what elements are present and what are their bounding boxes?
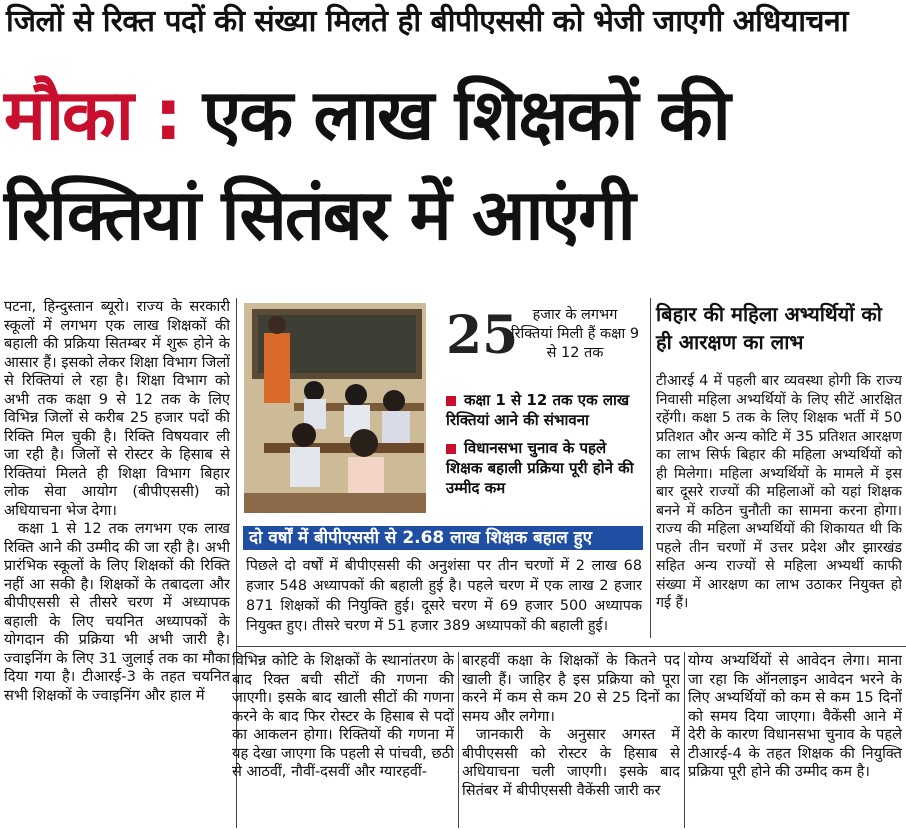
sidebar-title: बिहार की महिला अभ्यर्थियों को ही आरक्षण का लाभ: [656, 302, 882, 354]
classroom-photo-illustration: [244, 303, 426, 513]
stat-number: 25: [446, 305, 519, 366]
section-divider: [236, 646, 906, 647]
column-divider: [684, 652, 685, 828]
article-column-3: [462, 652, 680, 830]
highlight-bullet: [446, 390, 646, 430]
col3-paragraph: जानकारी के अनुसार अगस्त में बीपीएससी को रोस्टर के हिसाब से अधियाचना चली जाएगी। इसके बाद सितंबर में बीपीएससी वैकेंसी जारी कर: [462, 726, 680, 799]
stat-caption: हजार के लगभग रिक्तियां मिली हैं कक्षा 9 से 12 तक: [510, 307, 640, 361]
main-headline-line2: रिक्तियां सितंबर में आएंगी: [4, 174, 634, 256]
article-column-1: [4, 298, 230, 830]
bullet-square-icon: [446, 444, 456, 454]
sidebar-body: [656, 372, 902, 640]
bullet-text: विधानसभा चुनाव के पहले शिक्षक बहाली प्रक्रिया पूरी होने की उम्मीद कम: [446, 439, 634, 497]
classroom-photo: [244, 303, 426, 513]
column-divider: [458, 652, 459, 828]
banner-title: दो वर्षों में बीपीएससी से 2.68 लाख शिक्षक बहाल हुए: [243, 526, 643, 550]
article-column-2: [232, 652, 454, 830]
kicker-headline: जिलों से रिक्त पदों की संख्या मिलते ही बीपीएससी को भेजी जाएगी अधियाचना: [6, 4, 848, 39]
banner-body: [246, 556, 642, 642]
headline-lead: मौका :: [4, 74, 181, 156]
col3-paragraph: बारहवीं कक्षा के शिक्षकों के कितने पद खाली हैं। जाहिर है इस प्रक्रिया को पूरा करने में कम से कम 20 से 25 दिनों का समय और लगेगा।: [462, 652, 680, 725]
col4-paragraph: योग्य अभ्यर्थियों से आवेदन लेगा। माना जा रहा कि ऑनलाइन आवेदन भरने के लिए अभ्यर्थियों को कम से कम 15 दिनों को समय दिया जाएगा। वैकेंसी आने में देरी के कारण विधानसभा चुनाव के पहले टीआरई-4 के तहत शिक्षक की नियुक्ति प्रक्रिया पूरी होने की उम्मीद कम है।: [688, 652, 902, 780]
col1-paragraph: कक्षा 1 से 12 तक लगभग एक लाख रिक्ति आने की उम्मीद की जा रही है। अभी प्रारंभिक स्कूलों के लिए शिक्षकों की रिक्ति नहीं आ सकी है। शिक्षकों के तबादला और बीपीएससी से तीसरे चरण में अध्यापक बहाली के लिए चयनित अध्यापकों के योगदान की प्रक्रिया भी अभी जारी है। ज्वाइनिंग के लिए 31 जुलाई तक का मौका दिया गया है। टीआरई-3 के तहत चयनित सभी शिक्षकों के ज्वाइनिंग और हाल में: [4, 520, 230, 704]
main-headline-line1: [4, 70, 729, 160]
article-column-4: [688, 652, 902, 830]
bullet-text: कक्षा 1 से 12 तक एक लाख रिक्तियां आने की संभावना: [446, 391, 630, 429]
sidebar-paragraph: टीआरई 4 में पहली बार व्यवस्था होगी कि राज्य निवासी महिला अभ्यर्थियों के लिए सीटें आरक्षित रहेंगी। कक्षा 5 तक के लिए शिक्षक भर्ती में 50 प्रतिशत और अन्य कोटि में 35 प्रतिशत आरक्षण का लाभ सिर्फ बिहार की महिला अभ्यर्थियों को ही मिलेगा। महिला अभ्यर्थियों के मामले में इस बार दूसरे राज्यों की महिलाओं को यहां शिक्षक बनने में कठिन चुनौती का सामना करना होगा। राज्य की महिला अभ्यर्थियों की शिकायत थी कि पहले तीन चरणों में उत्तर प्रदेश और झारखंड सहित अन्य राज्यों से महिला अभ्यर्थी काफी संख्या में आरक्षण का लाभ उठाकर नियुक्त हो गई हैं।: [656, 373, 902, 611]
column-divider: [650, 298, 651, 638]
banner-paragraph: पिछले दो वर्षों में बीपीएससी की अनुशंसा पर तीन चरणों में 2 लाख 68 हजार 548 अध्यापकों की बहाली हुई है। पहले चरण में एक लाख 2 हजार 871 शिक्षकों की नियुक्ति हुई। दूसरे चरण में 69 हजार 500 अध्यापक नियुक्त हुए। तीसरे चरण में 51 हजार 389 अध्यापकों की बहाली हुई।: [246, 558, 642, 634]
col1-paragraph: पटना, हिन्दुस्तान ब्यूरो। राज्य के सरकारी स्कूलों में लगभग एक लाख शिक्षकों की बहाली की प्रक्रिया सितम्बर में शुरू होने के आसार हैं। इसको लेकर शिक्षा विभाग जिलों से रिक्तियां ले रहा है। शिक्षा विभाग को अभी तक कक्षा 9 से 12 तक के लिए विभिन्न जिलों से करीब 25 हजार पदों की रिक्ति मिल चुकी है। रिक्ति विषयवार ली जा रही है। जिलों से रोस्टर के हिसाब से रिक्तियां मिलते ही शिक्षा विभाग बिहार लोक सेवा आयोग (बीपीएससी) को अधियाचना भेज देगा।: [4, 298, 230, 519]
bullet-square-icon: [446, 396, 456, 406]
headline-rest: एक लाख शिक्षकों की: [180, 74, 729, 156]
col2-paragraph: विभिन्न कोटि के शिक्षकों के स्थानांतरण के बाद रिक्त बची सीटों की गणना की जाएगी। इसके बाद खाली सीटों की गणना करने के बाद फिर रोस्टर के हिसाब से पदों का आकलन होगा। रिक्तियों की गणना में यह देखा जाएगा कि पहली से पांचवी, छठी से आठवीं, नौवीं-दसवीं और ग्यारहवीं-: [232, 652, 454, 780]
highlight-bullet: [446, 438, 646, 498]
